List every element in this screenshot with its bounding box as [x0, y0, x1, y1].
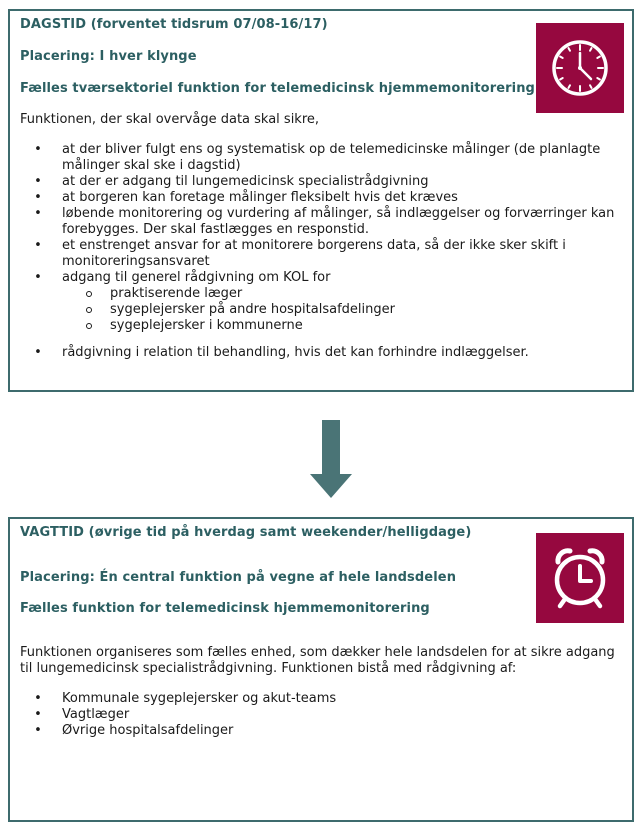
daytime-last-bullet — [32, 345, 622, 361]
list-item: • Kommunale sygeplejersker og akut-teams — [34, 691, 337, 706]
on-call-panel — [8, 517, 634, 822]
on-call-intro: Funktionen organiseres som fælles enhed, som dækker hele landsdelen for at sikre adgang til lungemedicinsk specialistrådgivning. Funktionen bistå med rådgivning af: — [20, 645, 615, 676]
list-item: • rådgivning i relation til behandling, hvis det kan forhindre indlæggelser. — [34, 345, 529, 360]
on-call-bullet-list — [32, 691, 622, 739]
sub-list-item: praktiserende læger — [86, 286, 622, 302]
list-item: • et enstrenget ansvar for at monitorere borgerens data, så der ikke sker skift i monitoreringsansvaret — [34, 238, 566, 269]
daytime-placement: Placering: I hver klynge — [20, 49, 197, 64]
clock-icon — [536, 23, 624, 113]
daytime-intro: Funktionen, der skal overvåge data skal sikre, — [20, 112, 320, 127]
list-item: • Vagtlæger — [34, 707, 130, 722]
down-arrow-icon — [310, 420, 352, 498]
list-item: • at der er adgang til lungemedicinsk specialistrådgivning — [34, 174, 429, 189]
list-item: • at borgeren kan foretage målinger fleksibelt hvis det kræves — [34, 190, 458, 205]
daytime-bullet-list — [32, 142, 622, 334]
list-item: • at der bliver fulgt ens og systematisk op de telemedicinske målinger (de planlagte målinger skal ske i dagstid) — [34, 142, 601, 173]
daytime-panel — [8, 9, 634, 392]
on-call-title: VAGTTID (øvrige tid på hverdag samt weekender/helligdage) — [20, 525, 472, 540]
alarm-clock-icon — [536, 533, 624, 623]
sub-list-item: sygeplejersker på andre hospitalsafdelinger — [86, 302, 622, 318]
on-call-function-title: Fælles funktion for telemedicinsk hjemmemonitorering — [20, 601, 430, 616]
sub-list-item: sygeplejersker i kommunerne — [86, 318, 622, 334]
daytime-title: DAGSTID (forventet tidsrum 07/08-16/17) — [20, 17, 328, 32]
list-item: • adgang til generel rådgivning om KOL for praktiserende læger sygeplejersker på andre hospitalsafdelinger sygeplejersker i kommunerne — [32, 270, 622, 334]
list-item: • løbende monitorering og vurdering af målinger, så indlæggelser og forværringer kan forebygges. Der skal fastlægges en responstid. — [34, 206, 615, 237]
list-item: • Øvrige hospitalsafdelinger — [34, 723, 234, 738]
daytime-function-title: Fælles tværsektoriel funktion for telemedicinsk hjemmemonitorering — [20, 81, 535, 96]
on-call-placement: Placering: Én central funktion på vegne af hele landsdelen — [20, 570, 457, 585]
kol-sublist — [86, 286, 622, 334]
